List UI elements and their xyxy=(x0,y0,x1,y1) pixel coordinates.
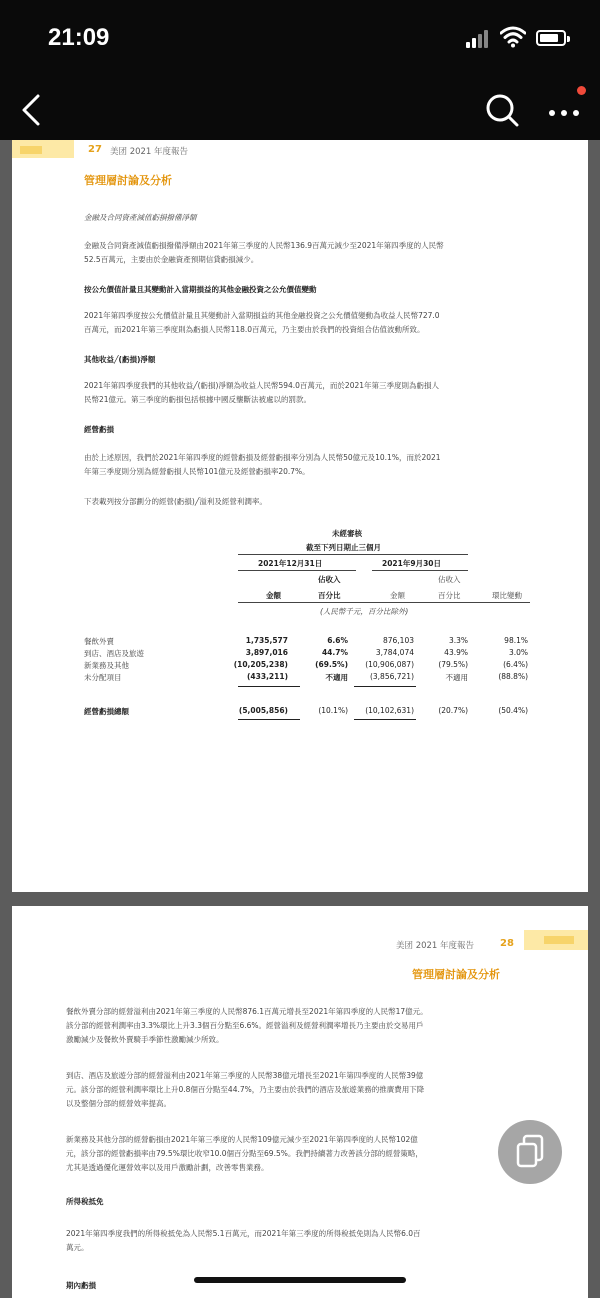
header-decoration-inner xyxy=(20,146,42,154)
row-change: (6.4%) xyxy=(503,660,528,669)
heading-loss-for-period: 期內虧損 xyxy=(66,1281,96,1290)
row-pct-q3: 不適用 xyxy=(445,673,468,682)
table-rule xyxy=(354,719,416,720)
page-header xyxy=(12,140,588,162)
col-pct-top: 佔收入 xyxy=(318,575,341,584)
row-label: 新業務及其他 xyxy=(84,661,129,670)
home-indicator[interactable] xyxy=(194,1277,406,1283)
back-button[interactable] xyxy=(18,92,48,128)
row-amount-q4: 1,735,577 xyxy=(245,636,288,645)
wifi-icon xyxy=(500,26,526,48)
report-page-28 xyxy=(12,906,588,1298)
paragraph-line: 民幣21億元。第三季度的虧損包括根據中國反壟斷法被處以的罰款。 xyxy=(84,395,312,404)
table-rule xyxy=(238,719,300,720)
total-amount-q4: (5,005,856) xyxy=(238,706,288,715)
total-amount-q3: (10,102,631) xyxy=(365,706,414,715)
status-bar xyxy=(0,0,600,80)
top-navigation-bar xyxy=(0,80,600,140)
heading-operating-loss: 經營虧損 xyxy=(84,425,114,434)
row-change: 3.0% xyxy=(508,648,528,657)
search-button[interactable] xyxy=(484,92,520,128)
paragraph-line: 到店、酒店及旅遊分部的經營溢利由2021年第三季度的人民幣38億元增長至2021年第四季度的人民幣39億 xyxy=(66,1071,424,1080)
table-intro: 下表載列按分部劃分的經營(虧損)╱溢利及經營利潤率。 xyxy=(84,497,267,506)
total-change: (50.4%) xyxy=(498,706,528,715)
cellular-signal-icon xyxy=(466,30,490,48)
paragraph-line: 由於上述原因，我們於2021年第四季度的經營虧損及經營虧損率分別為人民幣50億元及10.1%，而於2021 xyxy=(84,453,441,462)
report-page-27 xyxy=(12,140,588,892)
paragraph-line: 金融及合同資產減值虧損撥備淨額由2021年第三季度的人民幣136.9百萬元減少至2021年第四季度的人民幣 xyxy=(84,241,444,250)
page-number: 28 xyxy=(500,938,514,949)
col-pct-bottom: 百分比 xyxy=(318,591,341,600)
section-title: 管理層討論及分析 xyxy=(84,174,172,187)
paragraph-line: 該分部的經營利潤率由3.3%環比上升3.3個百分點至6.6%。經營溢利及經營利潤率增長乃主要由於交易用戶 xyxy=(66,1021,424,1030)
col-amount-2: 金額 xyxy=(390,591,405,600)
col-pct-top-2: 佔收入 xyxy=(438,575,461,584)
heading-income-tax: 所得稅抵免 xyxy=(66,1197,104,1206)
paragraph-line: 以及整個分部的經營效率提高。 xyxy=(66,1099,171,1108)
copy-icon xyxy=(498,1120,562,1184)
floating-copy-button[interactable] xyxy=(498,1120,562,1184)
table-header-period: 截至下列日期止三個月 xyxy=(306,543,381,552)
total-pct-q3: (20.7%) xyxy=(438,706,468,715)
row-pct-q3: 3.3% xyxy=(448,636,468,645)
table-header-unaudited: 未經審核 xyxy=(332,529,362,538)
row-amount-q3: (3,856,721) xyxy=(369,672,414,681)
total-label: 經營虧損總額 xyxy=(84,707,129,716)
row-pct-q4: 6.6% xyxy=(327,636,348,645)
report-label: 美团 2021 年度報告 xyxy=(396,941,475,951)
row-amount-q4: (10,205,238) xyxy=(233,660,288,669)
row-pct-q4: 44.7% xyxy=(321,648,348,657)
paragraph-line: 年第三季度則分別為經營虧損人民幣101億元及經營虧損率20.7%。 xyxy=(84,467,310,476)
row-amount-q3: (10,906,087) xyxy=(365,660,414,669)
row-amount-q3: 3,784,074 xyxy=(375,648,414,657)
table-unit-note: (人民幣千元，百分比除外) xyxy=(320,607,409,616)
section-title: 管理層討論及分析 xyxy=(412,968,500,981)
col-amount: 金額 xyxy=(266,591,281,600)
total-pct-q4: (10.1%) xyxy=(318,706,348,715)
table-rule xyxy=(238,602,530,603)
col-date-q4: 2021年12月31日 xyxy=(258,559,323,568)
notification-dot xyxy=(577,86,586,95)
report-label: 美团 2021 年度報告 xyxy=(110,147,189,157)
row-label: 餐飲外賣 xyxy=(84,637,114,646)
row-change: (88.8%) xyxy=(498,672,528,681)
row-amount-q4: 3,897,016 xyxy=(245,648,288,657)
col-pct-bottom-2: 百分比 xyxy=(438,591,461,600)
heading-impairment: 金融及合同資產減值虧損撥備淨額 xyxy=(84,213,197,222)
row-amount-q3: 876,103 xyxy=(382,636,414,645)
table-rule xyxy=(372,570,468,571)
paragraph-line: 萬元。 xyxy=(66,1243,89,1252)
paragraph-line: 尤其是透過優化運營效率以及用戶激勵計劃，改善零售業務。 xyxy=(66,1163,269,1172)
row-pct-q3: 43.9% xyxy=(444,648,468,657)
paragraph-line: 元，該分部的經營虧損率由79.5%環比收窄10.0個百分點至69.5%。我們持續著力改善該分部的經營策略， xyxy=(66,1149,423,1158)
paragraph-line: 2021年第四季度我們的所得稅抵免為人民幣5.1百萬元，而2021年第三季度的所得稅抵免則為人民幣6.0百 xyxy=(66,1229,421,1238)
paragraph-line: 52.5百萬元，主要由於金融資產預期信貸虧損減少。 xyxy=(84,255,259,264)
status-time: 21:09 xyxy=(48,24,110,51)
col-yoy-change: 環比變動 xyxy=(492,591,522,600)
page-number: 27 xyxy=(88,144,102,155)
table-rule xyxy=(238,686,300,687)
paragraph-line: 新業務及其他分部的經營虧損由2021年第三季度的人民幣109億元減少至2021年第四季度的人民幣102億 xyxy=(66,1135,418,1144)
row-label: 未分配項目 xyxy=(84,673,122,682)
row-pct-q4: (69.5%) xyxy=(315,660,348,669)
row-change: 98.1% xyxy=(504,636,528,645)
paragraph-line: 2021年第四季度按公允價值計量且其變動計入當期損益的其他金融投資之公允價值變動為收益人民幣727.0 xyxy=(84,311,440,320)
page-header xyxy=(12,906,588,951)
table-rule xyxy=(354,686,416,687)
table-rule xyxy=(238,570,356,571)
row-amount-q4: (433,211) xyxy=(246,672,288,681)
row-pct-q4: 不適用 xyxy=(325,673,348,682)
row-label: 到店、酒店及旅遊 xyxy=(84,649,144,658)
paragraph-line: 百萬元，而2021年第三季度則為虧損人民幣118.0百萬元，乃主要由於我們的投資組合估值波動所致。 xyxy=(84,325,425,334)
battery-icon xyxy=(536,30,566,46)
paragraph-line: 元。該分部的經營利潤率環比上升0.8個百分點至44.7%，乃主要由於我們的酒店及旅遊業務的推廣費用下降 xyxy=(66,1085,425,1094)
heading-fair-value: 按公允價值計量且其變動計入當期損益的其他金融投資之公允價值變動 xyxy=(84,285,317,294)
col-date-q3: 2021年9月30日 xyxy=(382,559,442,568)
heading-other-gains: 其他收益╱(虧損)淨額 xyxy=(84,355,156,364)
header-decoration-inner xyxy=(544,936,574,944)
paragraph-line: 激勵減少及餐飲外賣騎手季節性激勵減少所致。 xyxy=(66,1035,224,1044)
paragraph-line: 2021年第四季度我們的其他收益╱(虧損)淨額為收益人民幣594.0百萬元，而於2021年第三季度則為虧損人 xyxy=(84,381,440,390)
paragraph-line: 餐飲外賣分部的經營溢利由2021年第三季度的人民幣876.1百萬元增長至2021年第四季度的人民幣17億元。 xyxy=(66,1007,428,1016)
more-options-button[interactable] xyxy=(548,104,580,118)
table-rule xyxy=(238,554,468,555)
row-pct-q3: (79.5%) xyxy=(438,660,468,669)
